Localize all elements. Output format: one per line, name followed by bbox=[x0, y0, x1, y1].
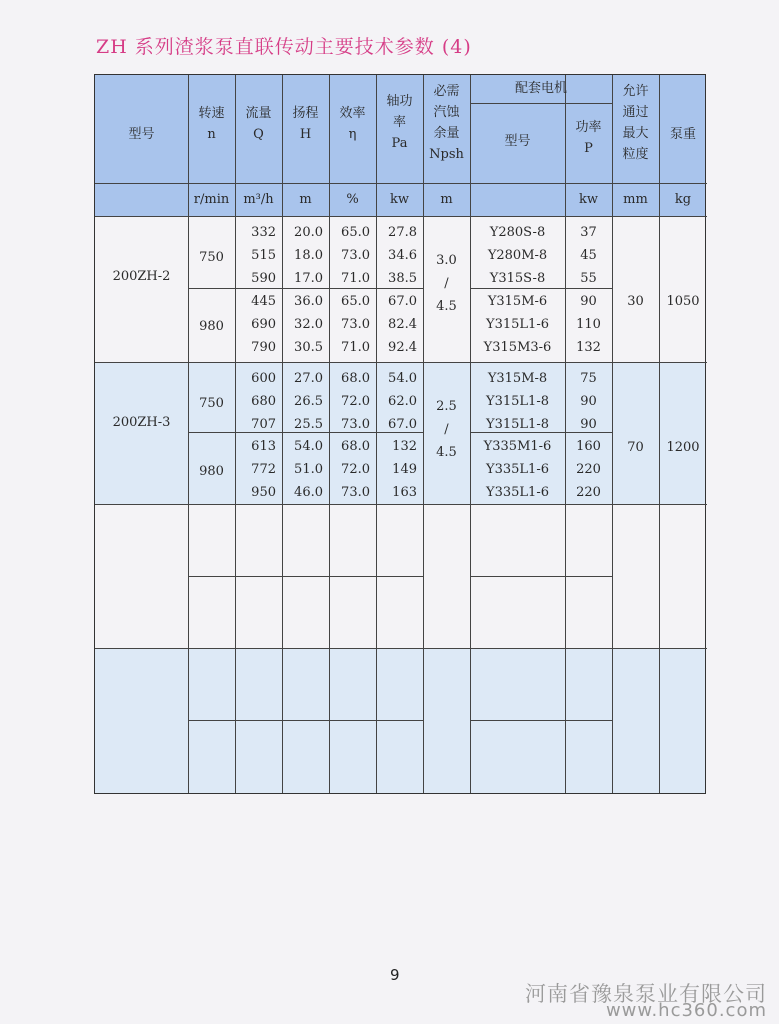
efficiency-value: 71.0 bbox=[341, 339, 370, 355]
pump-weight: 1200 bbox=[666, 440, 700, 455]
motor-model: Y335M1-6 bbox=[483, 439, 552, 454]
motor-model: Y335L1-6 bbox=[486, 461, 549, 477]
npsh-value: / bbox=[444, 276, 449, 291]
head-value: 51.0 bbox=[294, 461, 323, 477]
head-value: 27.0 bbox=[294, 371, 323, 386]
grid-line-horizontal bbox=[470, 103, 612, 104]
npsh-value: / bbox=[444, 422, 449, 437]
unit-label: kw bbox=[578, 192, 599, 207]
speed-value: 980 bbox=[199, 319, 224, 334]
efficiency-value: 73.0 bbox=[341, 416, 370, 432]
efficiency-value: 71.0 bbox=[341, 270, 370, 286]
motor-power: 75 bbox=[580, 371, 597, 386]
header-shaft-line: Pa bbox=[391, 136, 408, 151]
motor-power: 160 bbox=[576, 439, 601, 454]
grid-line-horizontal bbox=[95, 216, 707, 217]
header-shaft-line: 率 bbox=[392, 115, 407, 130]
shaft-power-value: 34.6 bbox=[388, 247, 417, 263]
motor-model: Y315M-8 bbox=[487, 371, 548, 386]
efficiency-value: 68.0 bbox=[341, 439, 370, 454]
unit-label: r/min bbox=[193, 192, 230, 207]
motor-model: Y315M3-6 bbox=[483, 339, 552, 355]
npsh-value: 4.5 bbox=[436, 445, 457, 460]
watermark-url: www.hc360.com bbox=[605, 1000, 767, 1021]
shaft-power-value: 149 bbox=[392, 461, 417, 477]
grid-line-horizontal bbox=[470, 576, 612, 577]
head-value: 30.5 bbox=[294, 339, 323, 355]
header-particle-line: 允许 bbox=[622, 84, 649, 99]
efficiency-value: 72.0 bbox=[341, 461, 370, 477]
flow-value: 680 bbox=[251, 393, 276, 409]
efficiency-value: 65.0 bbox=[341, 294, 370, 309]
unit-label: mm bbox=[623, 192, 648, 207]
efficiency-value: 73.0 bbox=[341, 484, 370, 500]
header-speed-line: 转速 bbox=[198, 106, 225, 121]
header-flow-line: Q bbox=[253, 127, 264, 142]
header-particle-line: 通过 bbox=[622, 105, 649, 120]
header-flow-line: 流量 bbox=[245, 106, 272, 121]
motor-power: 220 bbox=[576, 461, 601, 477]
speed-value: 980 bbox=[199, 464, 224, 479]
efficiency-value: 73.0 bbox=[341, 247, 370, 263]
unit-label: m³/h bbox=[243, 192, 274, 207]
speed-value: 750 bbox=[199, 396, 224, 411]
flow-value: 590 bbox=[251, 270, 276, 286]
grid-line-horizontal bbox=[95, 183, 707, 184]
header-particle-line: 最大 bbox=[622, 126, 649, 141]
motor-power: 37 bbox=[580, 225, 597, 240]
head-value: 32.0 bbox=[294, 316, 323, 332]
header-model: 型号 bbox=[128, 127, 155, 142]
shaft-power-value: 132 bbox=[392, 439, 417, 454]
header-speed-line: n bbox=[207, 127, 216, 142]
motor-model: Y315L1-8 bbox=[486, 393, 549, 409]
motor-power: 110 bbox=[576, 316, 601, 332]
flow-value: 950 bbox=[251, 484, 276, 500]
flow-value: 332 bbox=[251, 225, 276, 240]
motor-power: 132 bbox=[576, 339, 601, 355]
shaft-power-value: 67.0 bbox=[388, 416, 417, 432]
flow-value: 600 bbox=[251, 371, 276, 386]
npsh-value: 2.5 bbox=[436, 399, 457, 414]
head-value: 18.0 bbox=[294, 247, 323, 263]
motor-model: Y315L1-6 bbox=[486, 316, 549, 332]
flow-value: 445 bbox=[251, 294, 276, 309]
shaft-power-value: 163 bbox=[392, 484, 417, 500]
particle-size: 70 bbox=[627, 440, 644, 455]
header-npsh-line: 汽蚀 bbox=[433, 105, 460, 120]
pump-model: 200ZH-3 bbox=[112, 415, 171, 430]
unit-label: m bbox=[299, 192, 312, 207]
motor-model: Y335L1-6 bbox=[486, 484, 549, 500]
header-head-line: 扬程 bbox=[292, 106, 319, 121]
shaft-power-value: 82.4 bbox=[388, 316, 417, 332]
particle-size: 30 bbox=[627, 294, 644, 309]
motor-power: 55 bbox=[580, 270, 597, 286]
speed-value: 750 bbox=[199, 250, 224, 265]
flow-value: 707 bbox=[251, 416, 276, 432]
header-particle-line: 粒度 bbox=[622, 147, 649, 162]
header-npsh-line: 余量 bbox=[433, 126, 460, 141]
grid-line-horizontal bbox=[95, 648, 707, 649]
header-shaft-line: 轴功 bbox=[386, 94, 413, 109]
header-motor: 配套电机 bbox=[514, 81, 568, 96]
efficiency-value: 72.0 bbox=[341, 393, 370, 409]
motor-model: Y315M-6 bbox=[487, 294, 548, 309]
header-npsh-line: 必需 bbox=[433, 84, 460, 99]
grid-line-horizontal bbox=[188, 720, 423, 721]
shaft-power-value: 92.4 bbox=[388, 339, 417, 355]
motor-power: 220 bbox=[576, 484, 601, 500]
grid-line-horizontal bbox=[188, 576, 423, 577]
parameter-table bbox=[94, 74, 706, 794]
head-value: 26.5 bbox=[294, 393, 323, 409]
page-title: ZH 系列渣浆泵直联传动主要技术参数 (4) bbox=[96, 36, 472, 58]
page-number: 9 bbox=[390, 966, 400, 984]
unit-label: % bbox=[346, 192, 359, 207]
flow-value: 613 bbox=[251, 439, 276, 454]
head-value: 54.0 bbox=[294, 439, 323, 454]
shaft-power-value: 54.0 bbox=[388, 371, 417, 386]
efficiency-value: 73.0 bbox=[341, 316, 370, 332]
shaft-power-value: 27.8 bbox=[388, 225, 417, 240]
motor-model: Y280M-8 bbox=[487, 247, 548, 263]
motor-model: Y315S-8 bbox=[489, 270, 546, 286]
flow-value: 772 bbox=[251, 461, 276, 477]
header-eff-line: 效率 bbox=[339, 106, 366, 121]
watermark-company: 河南省豫泉泵业有限公司 bbox=[525, 982, 767, 1006]
header-motor-model: 型号 bbox=[504, 134, 531, 149]
motor-model: Y280S-8 bbox=[489, 225, 546, 240]
motor-power: 90 bbox=[580, 294, 597, 309]
pump-model: 200ZH-2 bbox=[112, 269, 171, 284]
header-eff-line: η bbox=[348, 127, 357, 142]
pump-weight: 1050 bbox=[666, 294, 700, 309]
npsh-value: 3.0 bbox=[436, 253, 457, 268]
motor-power: 90 bbox=[580, 393, 597, 409]
header-weight: 泵重 bbox=[669, 127, 697, 142]
unit-label: kw bbox=[389, 192, 410, 207]
head-value: 25.5 bbox=[294, 416, 323, 432]
npsh-value: 4.5 bbox=[436, 299, 457, 314]
flow-value: 515 bbox=[251, 247, 276, 263]
shaft-power-value: 62.0 bbox=[388, 393, 417, 409]
efficiency-value: 68.0 bbox=[341, 371, 370, 386]
head-value: 17.0 bbox=[294, 270, 323, 286]
head-value: 20.0 bbox=[294, 225, 323, 240]
header-motor-power-line: 功率 bbox=[575, 120, 602, 135]
head-value: 46.0 bbox=[294, 484, 323, 500]
shaft-power-value: 67.0 bbox=[388, 294, 417, 309]
shaft-power-value: 38.5 bbox=[388, 270, 417, 286]
header-motor-power-line: P bbox=[584, 141, 593, 156]
grid-line-horizontal bbox=[470, 720, 612, 721]
grid-line-horizontal bbox=[95, 362, 707, 363]
motor-power: 45 bbox=[580, 247, 597, 263]
head-value: 36.0 bbox=[294, 294, 323, 309]
motor-model: Y315L1-8 bbox=[486, 416, 549, 432]
unit-label: m bbox=[440, 192, 453, 207]
motor-power: 90 bbox=[580, 416, 597, 432]
efficiency-value: 65.0 bbox=[341, 225, 370, 240]
header-head-line: H bbox=[299, 127, 312, 142]
grid-line-horizontal bbox=[470, 288, 612, 289]
flow-value: 690 bbox=[251, 316, 276, 332]
header-npsh-line: Npsh bbox=[429, 147, 464, 162]
unit-label: kg bbox=[674, 192, 692, 207]
flow-value: 790 bbox=[251, 339, 276, 355]
